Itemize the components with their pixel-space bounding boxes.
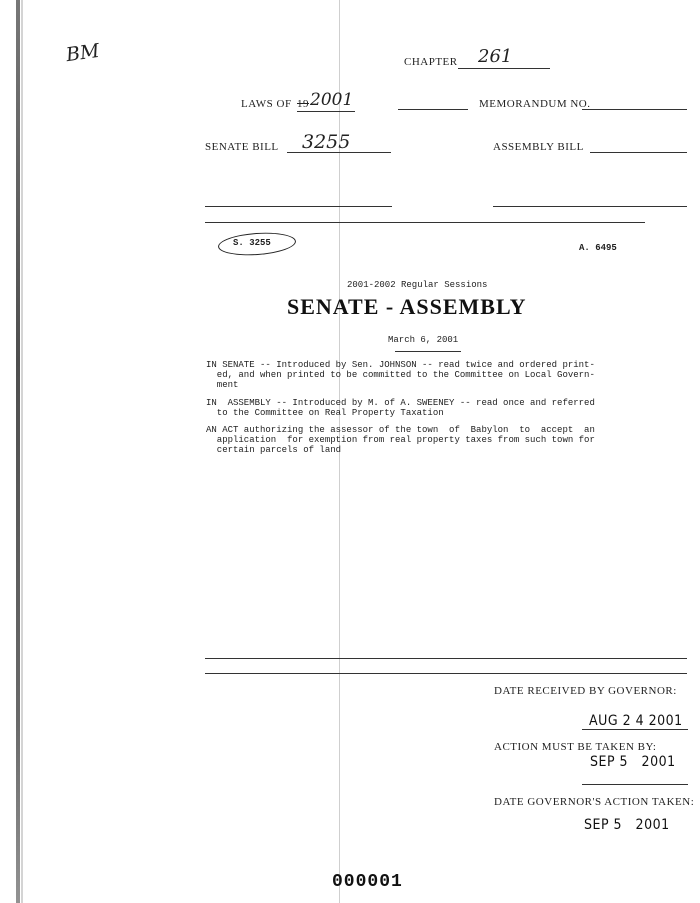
an-act-text: AN ACT authorizing the assessor of the town of Babylon to accept an application for exemption from real property taxes from such town for certain parcels of land <box>206 425 595 455</box>
page-number: 000001 <box>332 872 403 892</box>
laws-underline <box>297 111 355 112</box>
action-taken-label: DATE GOVERNOR'S ACTION TAKEN: <box>494 796 695 808</box>
scan-left-edge-shadow <box>21 0 23 903</box>
senate-bill-label: SENATE BILL <box>205 141 279 153</box>
date-underline <box>395 351 461 352</box>
session-line: 2001-2002 Regular Sessions <box>347 280 488 290</box>
in-senate-text: IN SENATE -- Introduced by Sen. JOHNSON -- read twice and ordered print- ed, and when printed to be committed to the Committee on Local Govern- ment <box>206 360 595 390</box>
assembly-number: A. 6495 <box>579 243 617 253</box>
date-received-label: DATE RECEIVED BY GOVERNOR: <box>494 685 677 697</box>
senate-bill-value: 3255 <box>302 131 351 153</box>
rule-lower-2 <box>205 673 687 674</box>
document-title: SENATE - ASSEMBLY <box>287 294 527 319</box>
action-deadline-underline <box>582 784 688 785</box>
chapter-underline <box>458 68 550 69</box>
date-received-stamp: AUG 2 4 2001 <box>589 713 683 729</box>
memorandum-underline <box>582 109 687 110</box>
laws-label: LAWS OF <box>241 98 292 110</box>
memo-left-underline <box>398 109 468 110</box>
handwritten-initials: BM <box>64 39 101 67</box>
chapter-label: CHAPTER <box>404 56 458 68</box>
rule-full <box>205 222 645 223</box>
assembly-bill-underline <box>590 152 687 153</box>
senate-number: S. 3255 <box>233 238 271 248</box>
action-deadline-label: ACTION MUST BE TAKEN BY: <box>494 741 657 753</box>
rule-right <box>493 206 687 207</box>
rule-left <box>205 206 392 207</box>
date-received-underline <box>582 729 688 730</box>
bill-date: March 6, 2001 <box>388 335 459 345</box>
assembly-bill-label: ASSEMBLY BILL <box>493 141 584 153</box>
in-assembly-text: IN ASSEMBLY -- Introduced by M. of A. SWEENEY -- read once and referred to the Committee on Real Property Taxation <box>206 398 595 418</box>
memorandum-label: MEMORANDUM NO. <box>479 98 591 110</box>
senate-bill-underline <box>287 152 391 153</box>
action-taken-stamp: SEP 5 2001 <box>584 817 670 833</box>
scan-left-edge <box>16 0 20 903</box>
action-deadline-stamp: SEP 5 2001 <box>590 754 676 770</box>
laws-year-value: 2001 <box>310 90 354 110</box>
chapter-value: 261 <box>478 46 513 67</box>
rule-lower-1 <box>205 658 687 659</box>
laws-prefix: 19 <box>297 98 309 110</box>
